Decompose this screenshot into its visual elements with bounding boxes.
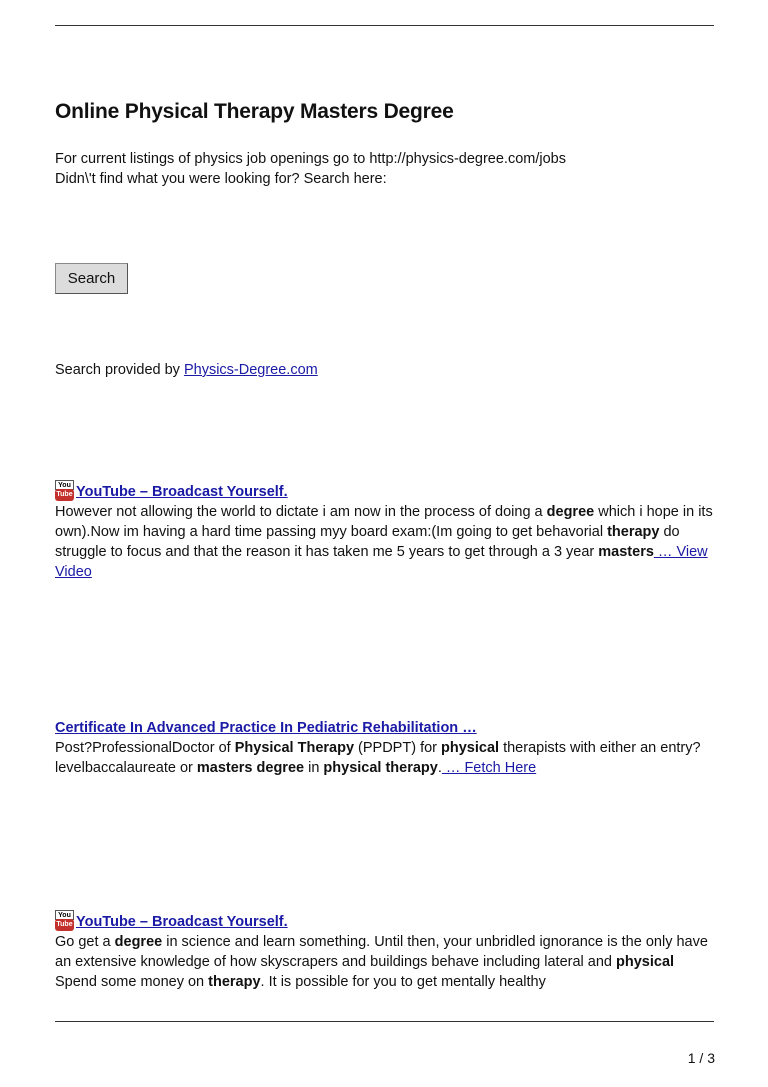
physics-degree-link[interactable]: Physics-Degree.com — [183, 362, 318, 378]
fetch-here-link[interactable]: … Fetch Here — [441, 760, 537, 776]
header-rule — [55, 25, 714, 26]
result-item — [55, 476, 715, 582]
intro-text — [55, 149, 566, 189]
provided-label: Search provided by — [55, 362, 184, 378]
result-snippet: Post?ProfessionalDoctor of Physical Therapy (PPDPT) for physical therapists with either an entry?levelbaccalaureate or masters degree in physical therapy. … Fetch Here — [55, 740, 701, 776]
result-snippet: However not allowing the world to dictate i am now in the process of doing a degree which i hope in its own).Now im having a hard time passing myy board exam:(Im going to get behavorial therapy do struggle to focus and that the reason it has taken me 5 years to get through a 3 year masters … View Video — [55, 504, 713, 580]
result-title-link[interactable]: YouTube – Broadcast Yourself. — [76, 484, 288, 500]
intro-line-1: For current listings of physics job openings go to http://physics-degree.com/jobs — [55, 151, 566, 167]
page-title: Online Physical Therapy Masters Degree — [55, 100, 454, 123]
result-snippet: Go get a degree in science and learn something. Until then, your unbridled ignorance is the only have an extensive knowledge of how skyscrapers and buildings behave including lateral and physical Spend some money on therapy. It is possible for you to get mentally healthy — [55, 934, 708, 990]
search-button[interactable]: Search — [55, 263, 128, 294]
footer-rule — [55, 1021, 714, 1022]
youtube-icon: You Tube — [55, 480, 74, 502]
result-title-link[interactable]: Certificate In Advanced Practice In Pediatric Rehabilitation … — [55, 720, 477, 736]
youtube-icon: You Tube — [55, 910, 74, 932]
view-video-link[interactable]: … View Video — [55, 544, 708, 580]
search-provided-by — [55, 360, 318, 380]
result-title-row — [55, 476, 715, 502]
intro-line-2: Didn\'t find what you were looking for? Search here: — [55, 171, 387, 187]
result-title-link[interactable]: YouTube – Broadcast Yourself. — [76, 914, 288, 930]
result-item — [55, 906, 715, 992]
result-title-row — [55, 712, 715, 738]
result-item — [55, 712, 715, 778]
page-number: 1 / 3 — [687, 1050, 715, 1066]
result-title-row — [55, 906, 715, 932]
